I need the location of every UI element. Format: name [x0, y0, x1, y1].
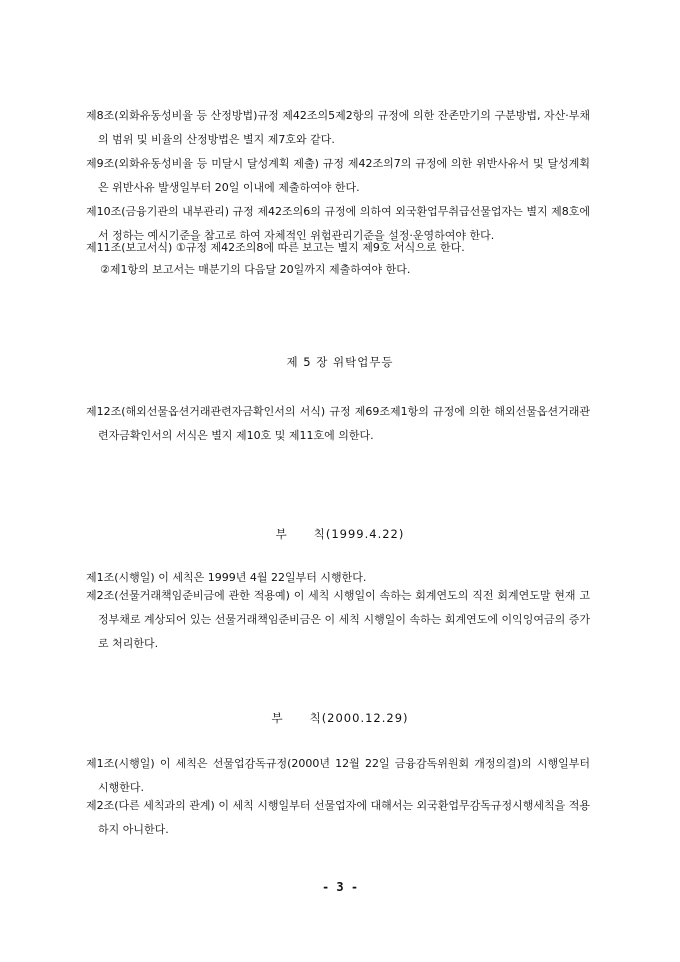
- addendum-2000-word-a: 부: [271, 711, 284, 725]
- addendum-1999-word-a: 부: [275, 527, 288, 541]
- article-8: 제8조(외화유동성비율 등 산정방법)규정 제42조의5제2항의 규정에 의한 잔존만기의 구분방법, 자산·부채의 범위 및 비율의 산정방법은 별지 제7호와 같다.: [86, 109, 590, 146]
- article-11-paragraph-2: ②제1항의 보고서는 매분기의 다음달 20일까지 제출하여야 한다.: [100, 263, 411, 276]
- addendum-1999-date: (1999.4.22): [325, 527, 405, 541]
- addendum-1999-article-1: 제1조(시행일) 이 세칙은 1999년 4월 22일부터 시행한다.: [86, 571, 367, 584]
- article-9: 제9조(외화유동성비율 등 미달시 달성계획 제출) 규정 제42조의7의 규정에 의한 위반사유서 및 달성계획은 위반사유 발생일부터 20일 이내에 제출하여야 한다.: [86, 157, 590, 194]
- chapter-5-heading: 제 5 장 위탁업무등: [286, 355, 394, 369]
- addendum-2000-article-1: 제1조(시행일) 이 세칙은 선물업감독규정(2000년 12월 22일 금융감독위원회 개정의결)의 시행일부터 시행한다.: [86, 757, 590, 794]
- addendum-1999-article-2: 제2조(선물거래책임준비금에 관한 적용예) 이 세칙 시행일이 속하는 회계연도의 직전 회계연도말 현재 고정부채로 계상되어 있는 선물거래책임준비금은 이 세칙 시행일이 속하는 회계연도에 이익잉여금의 증가로 처리한다.: [86, 589, 590, 650]
- addendum-2000-date: (2000.12.29): [321, 711, 409, 725]
- page-number: - 3 -: [321, 880, 359, 894]
- article-10: 제10조(금융기관의 내부관리) 규정 제42조의6의 규정에 의하여 외국환업무취급선물업자는 별지 제8호에서 정하는 예시기준을 참고로 하여 자체적인 위험관리기준을 설정·운영하여야 한다.: [86, 205, 590, 242]
- addendum-2000-article-2: 제2조(다른 세칙과의 관계) 이 세칙 시행일부터 선물업자에 대해서는 외국환업무감독규정시행세칙을 적용하지 아니한다.: [86, 799, 590, 836]
- article-11: 제11조(보고서식) ①규정 제42조의8에 따른 보고는 별지 제9호 서식으로 한다.: [86, 241, 465, 254]
- addendum-2000-heading: [0, 708, 680, 728]
- addendum-2000-word-b: 칙: [309, 711, 322, 725]
- addendum-1999-word-b: 칙: [313, 527, 326, 541]
- article-12: 제12조(해외선물옵션거래관련자금확인서의 서식) 규정 제69조제1항의 규정에 의한 해외선물옵션거래관련자금확인서의 서식은 별지 제10호 및 제11호에 의한다.: [86, 405, 590, 442]
- addendum-1999-heading: [0, 524, 680, 544]
